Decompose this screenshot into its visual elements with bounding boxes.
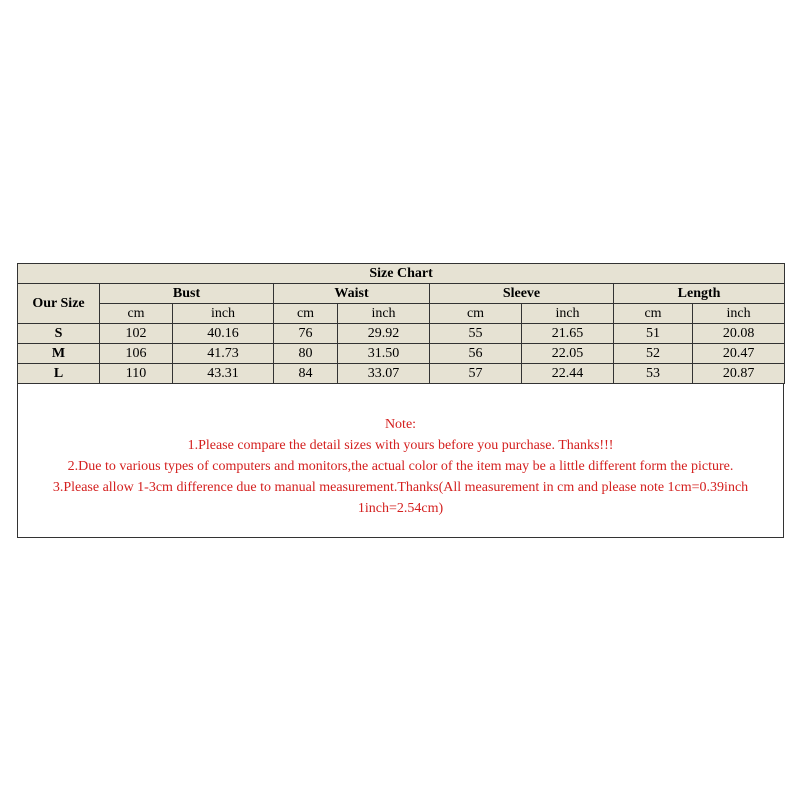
table-cell: 20.47 xyxy=(693,344,785,364)
table-cell: 55 xyxy=(430,324,522,344)
table-cell: 56 xyxy=(430,344,522,364)
table-cell: 51 xyxy=(614,324,693,344)
unit-header: inch xyxy=(522,304,614,324)
size-chart-table xyxy=(17,263,785,384)
note-line: 1.Please compare the detail sizes with yours before you purchase. Thanks!!! xyxy=(187,438,614,453)
table-cell: 31.50 xyxy=(338,344,430,364)
table-cell: 80 xyxy=(274,344,338,364)
table-cell: 40.16 xyxy=(173,324,274,344)
note-line: 1inch=2.54cm) xyxy=(357,501,444,516)
chart-title: Size Chart xyxy=(18,264,785,284)
table-cell: 33.07 xyxy=(338,364,430,384)
size-label: M xyxy=(18,344,100,364)
table-cell: 20.08 xyxy=(693,324,785,344)
table-cell: 22.44 xyxy=(522,364,614,384)
unit-header: cm xyxy=(274,304,338,324)
table-cell: 106 xyxy=(100,344,173,364)
table-cell: 41.73 xyxy=(173,344,274,364)
table-cell: 76 xyxy=(274,324,338,344)
length-header: Length xyxy=(614,284,785,304)
note-heading: Note: xyxy=(384,417,417,432)
table-cell: 110 xyxy=(100,364,173,384)
unit-header: cm xyxy=(430,304,522,324)
size-label: S xyxy=(18,324,100,344)
table-cell: 20.87 xyxy=(693,364,785,384)
bust-header: Bust xyxy=(100,284,274,304)
table-row xyxy=(18,324,785,344)
unit-header: inch xyxy=(693,304,785,324)
table-cell: 21.65 xyxy=(522,324,614,344)
unit-header: inch xyxy=(338,304,430,324)
notes-box xyxy=(17,383,784,538)
table-cell: 22.05 xyxy=(522,344,614,364)
table-cell: 52 xyxy=(614,344,693,364)
unit-header: inch xyxy=(173,304,274,324)
unit-header: cm xyxy=(100,304,173,324)
unit-header: cm xyxy=(614,304,693,324)
table-cell: 102 xyxy=(100,324,173,344)
table-cell: 29.92 xyxy=(338,324,430,344)
sleeve-header: Sleeve xyxy=(430,284,614,304)
table-cell: 43.31 xyxy=(173,364,274,384)
table-cell: 84 xyxy=(274,364,338,384)
table-cell: 53 xyxy=(614,364,693,384)
size-label: L xyxy=(18,364,100,384)
table-row xyxy=(18,344,785,364)
table-cell: 57 xyxy=(430,364,522,384)
table-row xyxy=(18,364,785,384)
waist-header: Waist xyxy=(274,284,430,304)
our-size-header: Our Size xyxy=(18,284,100,324)
note-line: 2.Due to various types of computers and monitors,the actual color of the item may be a little different form the picture. xyxy=(67,459,734,474)
note-line: 3.Please allow 1-3cm difference due to manual measurement.Thanks(All measurement in cm and please note 1cm=0.39inch xyxy=(52,480,749,495)
